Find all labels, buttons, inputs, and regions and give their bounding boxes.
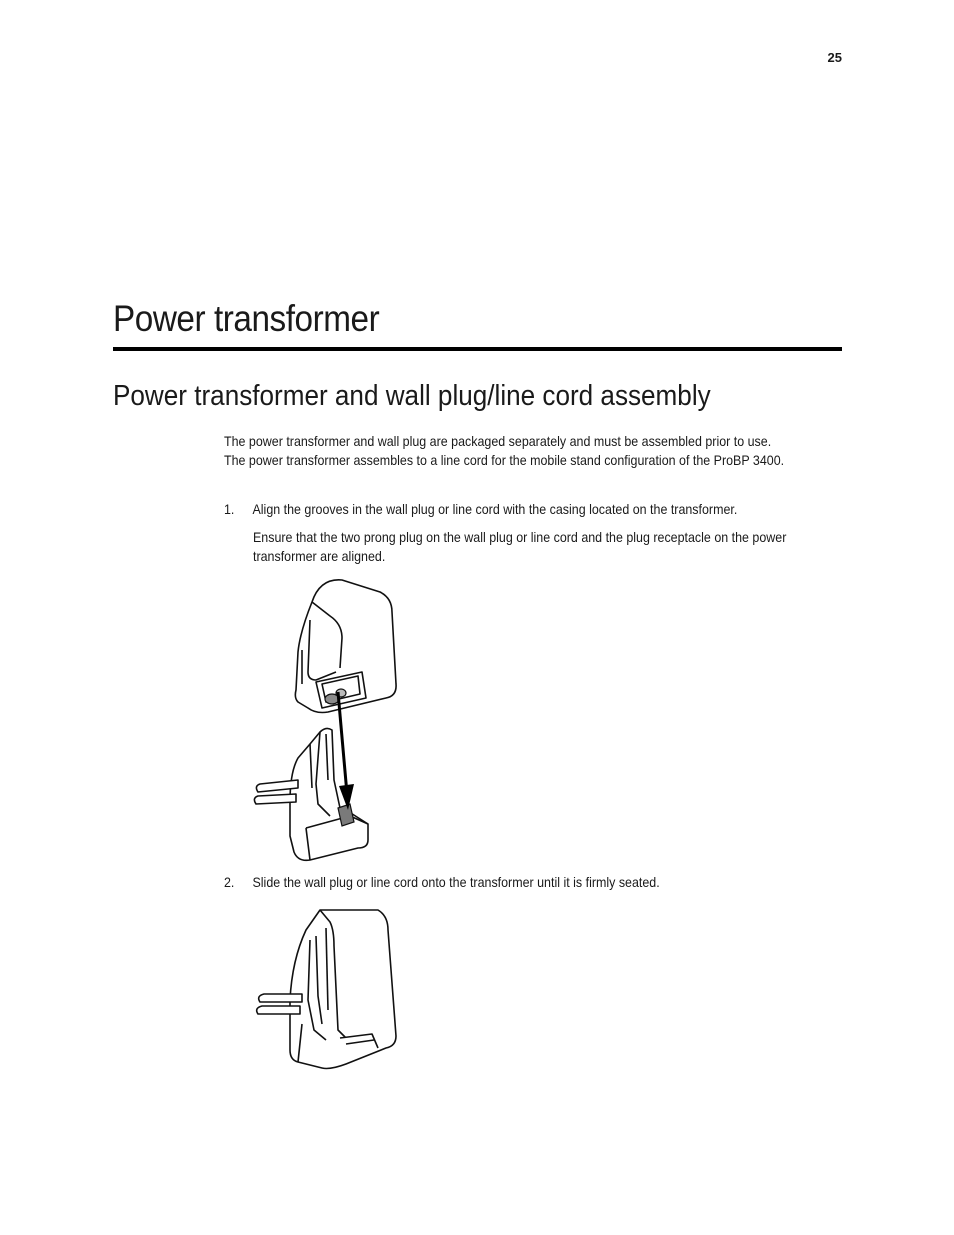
chapter-title: Power transformer [113,298,380,339]
section-title: Power transformer and wall plug/line cord assembly [113,380,711,412]
figure-plug-seated [250,900,410,1080]
step-1-text: Align the grooves in the wall plug or line cord with the casing located on the transformer. [252,501,738,517]
step-1-number: 1. [224,501,235,517]
step-2-text: Slide the wall plug or line cord onto the transformer until it is firmly seated. [252,874,660,890]
step-2-number: 2. [224,874,235,890]
chapter-rule [113,347,842,351]
figure-plug-alignment [250,572,410,862]
page-number: 25 [827,50,842,65]
intro-paragraph: The power transformer and wall plug are packaged separately and must be assembled prior to use. The power transformer assembles to a line cord for the mobile stand configuration of the ProBP 3400. [224,433,785,468]
step-1-note: Ensure that the two prong plug on the wall plug or line cord and the plug receptacle on the power transformer are aligned. [253,529,787,564]
